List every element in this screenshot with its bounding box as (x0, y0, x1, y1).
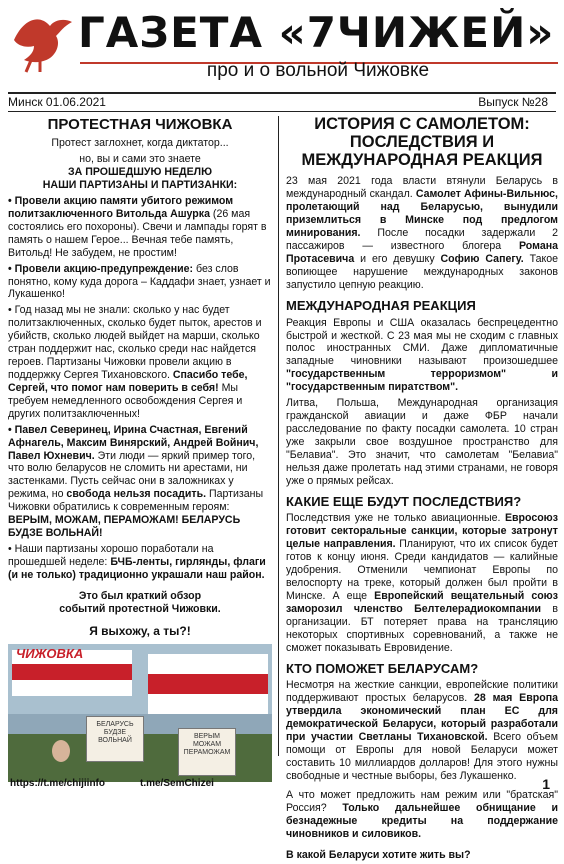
left-paragraph-2: • Провели акцию-предупреждение: без слов понятно, кому куда дорога – Каддафи знает, узнает и Лукашенко! (8, 262, 271, 301)
left-paragraph-5: • Наши партизаны хорошо поработали на прошедшей неделе: БЧБ-ленты, гирлянды, флаги (и не только) традиционно украшали наш район. (8, 542, 266, 581)
left-paragraph-3: • Год назад мы не знали: сколько у нас будет политзаключенных, сколько будет пыток, арестов и убийств, сколько людей выйдет на марши, сколько стран поддержит нас, сколько среди нас найдется героев. Партизаны Чижовки провели акцию в поддержку Сергея Тихановского. Спасибо тебе, Сергей, что помог нам поверить в себя! Мы требуем немедленного освобождения Сергея и других политзаключенных! (8, 304, 262, 420)
photo-caption-text: ЧИЖОВКА (16, 646, 84, 662)
left-paragraph-1: • Провели акцию памяти убитого режимом политзаключенного Витольда Ашурка (26 мая состоялись его похороны). Свечи и лампады горят в память о нашем Герое... Вечная тебе память, Витольд! Не забудем, не простим! (8, 194, 267, 259)
protest-photo (8, 644, 272, 782)
newspaper-title: ГАЗЕТА «7ЧИЖЕЙ» (78, 8, 555, 57)
week-line-1: ЗА ПРОШЕДШУЮ НЕДЕЛЮ (67, 166, 213, 179)
right-paragraph-5: А что может предложить нам режим или "братская" Россия? Только дальнейшее обнищание и безнадежные кредиты на поддержание чиновников и силовиков. (286, 788, 558, 840)
footer-link-telegram-2[interactable]: t.me/SemChizei (140, 778, 214, 789)
issue-number: Выпуск №28 (478, 95, 548, 109)
page-number: 1 (542, 776, 550, 792)
closing-question: В какой Беларуси хотите жить вы? (286, 848, 471, 861)
protest-sign-2: ВЕРЫМ МОЖАМ ПЕРАМОЖАМ (178, 728, 236, 776)
left-column (8, 116, 272, 782)
right-paragraph-4: Несмотря на жесткие санкции, европейские политики поддерживают простых беларусов. 28 мая Европа утвердила экономический план ЕС для демократической Беларуси, который разработали при участии Светланы Тихановской. Всего объем помощи от Европы для новой Беларуси может составить 10 миллиардов долларов! Для этого нужны свободные и честные выборы, без Лукашенко. (286, 679, 558, 782)
flag-left-stripe (12, 664, 132, 680)
protest-sign-1: БЕЛАРУСЬ БУДЗЕ ВОЛЬНАЙ (86, 716, 144, 762)
flag-right-stripe (148, 674, 268, 694)
summary-line-2: событий протестной Чижовки. (59, 602, 221, 615)
subheading-who-helps: КТО ПОМОЖЕТ БЕЛАРУСАМ? (286, 660, 479, 676)
week-line-2: НАШИ ПАРТИЗАНЫ И ПАРТИЗАНКИ: (42, 179, 238, 192)
footer-link-telegram-1[interactable]: https://t.me/chijiinfo (10, 778, 105, 789)
summary-line-1: Это был краткий обзор (78, 589, 202, 602)
column-divider (278, 116, 279, 756)
right-heading: ИСТОРИЯ С САМОЛЕТОМ: ПОСЛЕДСТВИЯ И МЕЖДУНАРОДНАЯ РЕАКЦИЯ (301, 115, 543, 169)
issue-date: Минск 01.06.2021 (8, 95, 106, 109)
poem-line-2: но, вы и сами это знаете (79, 153, 201, 166)
right-paragraph-2: Литва, Польша, Международная организация гражданской авиации и даже ФБР начали расследование по факту посадки самолета. 10 стран уже закрыли свое воздушное пространство для "Белавиа". Это значит, что самолетам "Белавиа" нельзя даже пролетать над этими странами, не говоря уже о прямых рейсах. (286, 397, 558, 487)
right-paragraph-1: Реакция Европы и США оказалась беспрецедентно быстрой и жесткой. С 23 мая мы не сходим с главных полос иностранных СМИ. Даже дипломатичные западные чиновники называют произошедшее "государственным терроризмом" и "государственным пиратством". (286, 316, 558, 394)
right-intro: 23 мая 2021 года власти втянули Беларусь в международный скандал. Самолет Афины-Вильнюс, пролетающий над Беларусью, вынудили приземлиться в Минске под предлогом минирования. После посадки задержали 2 пассажиров — известного блогера Романа Протасевича и его девушку Софию Сапегу. Такое вопиющее нарушение международных законов запустило цепную реакцию. (286, 175, 559, 291)
right-column (286, 116, 558, 864)
left-heading: ПРОТЕСТНАЯ ЧИЖОВКА (47, 116, 233, 133)
left-paragraph-4: • Павел Северинец, Ирина Счастная, Евгений Афнагель, Максим Винярский, Андрей Войнич, Павел Юхневич. Эти люди — яркий пример того, что волю беларусов не сломить ни арестами, ни застенками. Пусть сейчас они в заложниках у режима, но свобода нельзя посадить. Партизаны Чижовки обратились к современным героям: ВЕРЫМ, МОЖАМ, ПЕРАМОЖАМ! БЕЛАРУСЬ БУДЗЕ ВОЛЬНАЙ! (8, 423, 264, 540)
header-rule-bottom (8, 111, 556, 112)
right-paragraph-3: Последствия уже не только авиационные. Евросоюз готовит секторальные санкции, которые затронут целые направления. Планируют, что их список будет готов к концу июня. Среди кандидатов — калийные удобрения. Отменили чемпионат Европы по велоспорту на треке, который должен был пройти в Минске. А еще Европейский вещательный союз заморозил членство Белтелерадиокомпании в организации. БТ потеряет права на трансляцию некоторых спортивных соревнований, а также не сможет показывать Евровидение. (286, 512, 558, 654)
call-to-action: Я выхожу, а ты?! (89, 623, 191, 638)
poem-line-1: Протест заглохнет, когда диктатор... (51, 137, 229, 150)
subheading-consequences: КАКИЕ ЕЩЕ БУДУТ ПОСЛЕДСТВИЯ? (286, 493, 522, 509)
header-rule (8, 92, 556, 94)
subheading-international: МЕЖДУНАРОДНАЯ РЕАКЦИЯ (286, 297, 476, 313)
newspaper-subtitle: про и о вольной Чижовке (206, 60, 430, 81)
